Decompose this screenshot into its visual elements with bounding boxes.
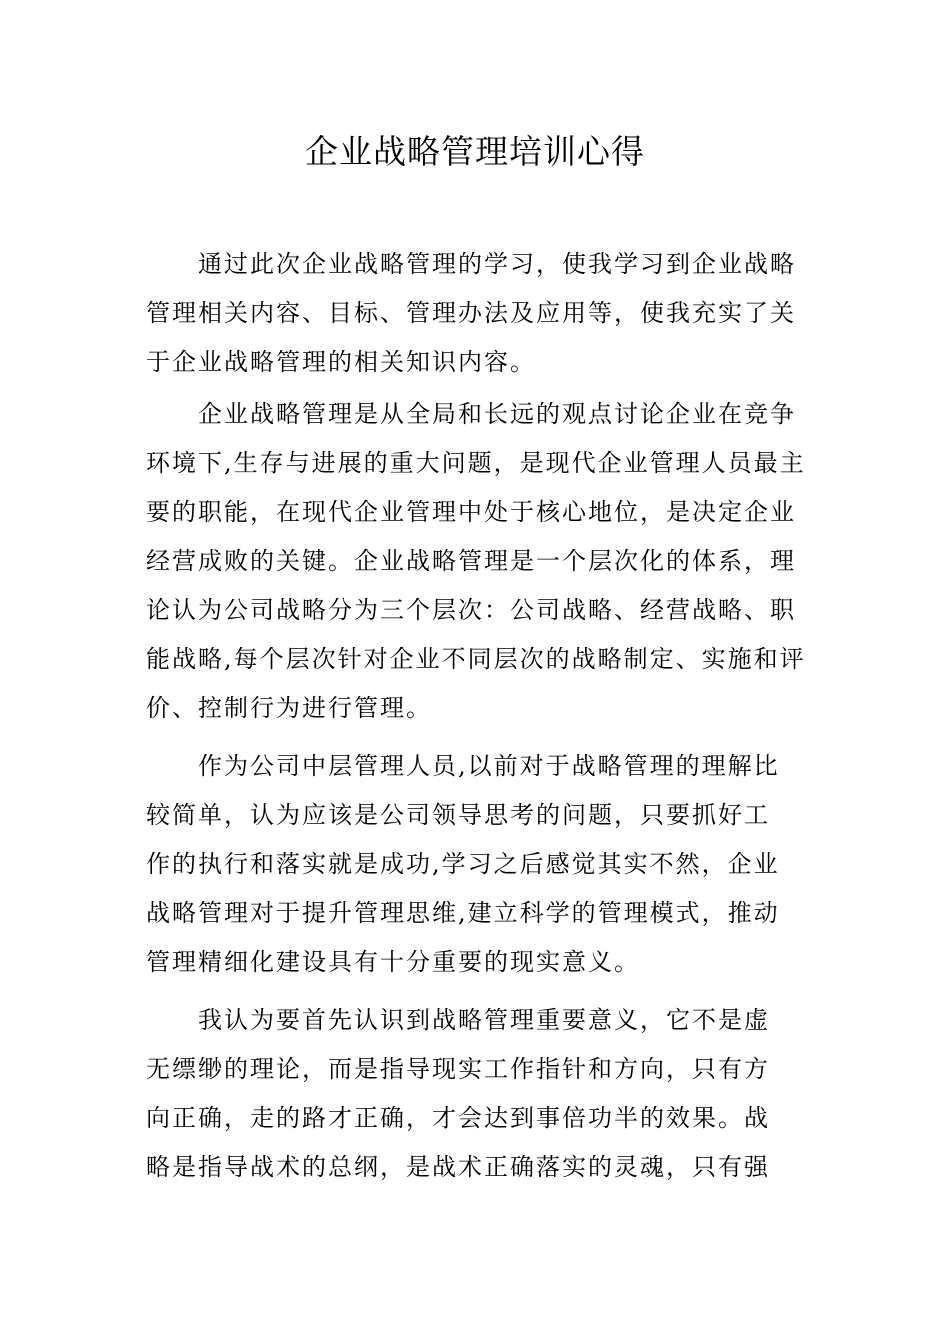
text-line: 管理精细化建设具有十分重要的现实意义。: [146, 948, 640, 976]
paragraph-1: [146, 240, 811, 387]
text-line: 要的职能，在现代企业管理中处于核心地位，是决定企业: [146, 498, 796, 526]
text-line: 经营成败的关键。企业战略管理是一个层次化的体系，理: [146, 547, 796, 575]
text-line: 较简单，认为应该是公司领导思考的问题，只要抓好工: [146, 801, 770, 829]
text-line: 略是指导战术的总纲，是战术正确落实的灵魂，只有强: [146, 1153, 770, 1181]
paragraph-4: [146, 996, 811, 1192]
text-line: 企业战略管理是从全局和长远的观点讨论企业在竞争: [198, 400, 796, 428]
document-title: 企业战略管理培训心得: [305, 132, 645, 171]
text-line: 通过此次企业战略管理的学习，使我学习到企业战略: [198, 250, 796, 278]
document-body: [146, 240, 811, 1192]
text-line: 能战略,每个层次针对企业不同层次的战略制定、实施和评: [146, 645, 806, 673]
text-line: 论认为公司战略分为三个层次：公司战略、经营战略、职: [146, 596, 796, 624]
text-line: 向正确，走的路才正确，才会达到事倍功半的效果。战: [146, 1104, 770, 1132]
text-line: 环境下,生存与进展的重大问题，是现代企业管理人员最主: [146, 449, 806, 477]
text-line: 价、控制行为进行管理。: [146, 694, 432, 722]
paragraph-3: [146, 742, 811, 987]
text-line: 战略管理对于提升管理思维,建立科学的管理模式，推动: [146, 899, 780, 927]
text-line: 作的执行和落实就是成功,学习之后感觉其实不然，企业: [146, 850, 780, 878]
text-line: 于企业战略管理的相关知识内容。: [146, 348, 536, 376]
paragraph-2: [146, 390, 811, 733]
text-line: 作为公司中层管理人员,以前对于战略管理的理解比: [198, 752, 780, 780]
text-line: 我认为要首先认识到战略管理重要意义，它不是虚: [198, 1006, 770, 1034]
text-line: 无缥缈的理论，而是指导现实工作指针和方向，只有方: [146, 1055, 770, 1083]
text-line: 管理相关内容、目标、管理办法及应用等，使我充实了关: [146, 299, 796, 327]
